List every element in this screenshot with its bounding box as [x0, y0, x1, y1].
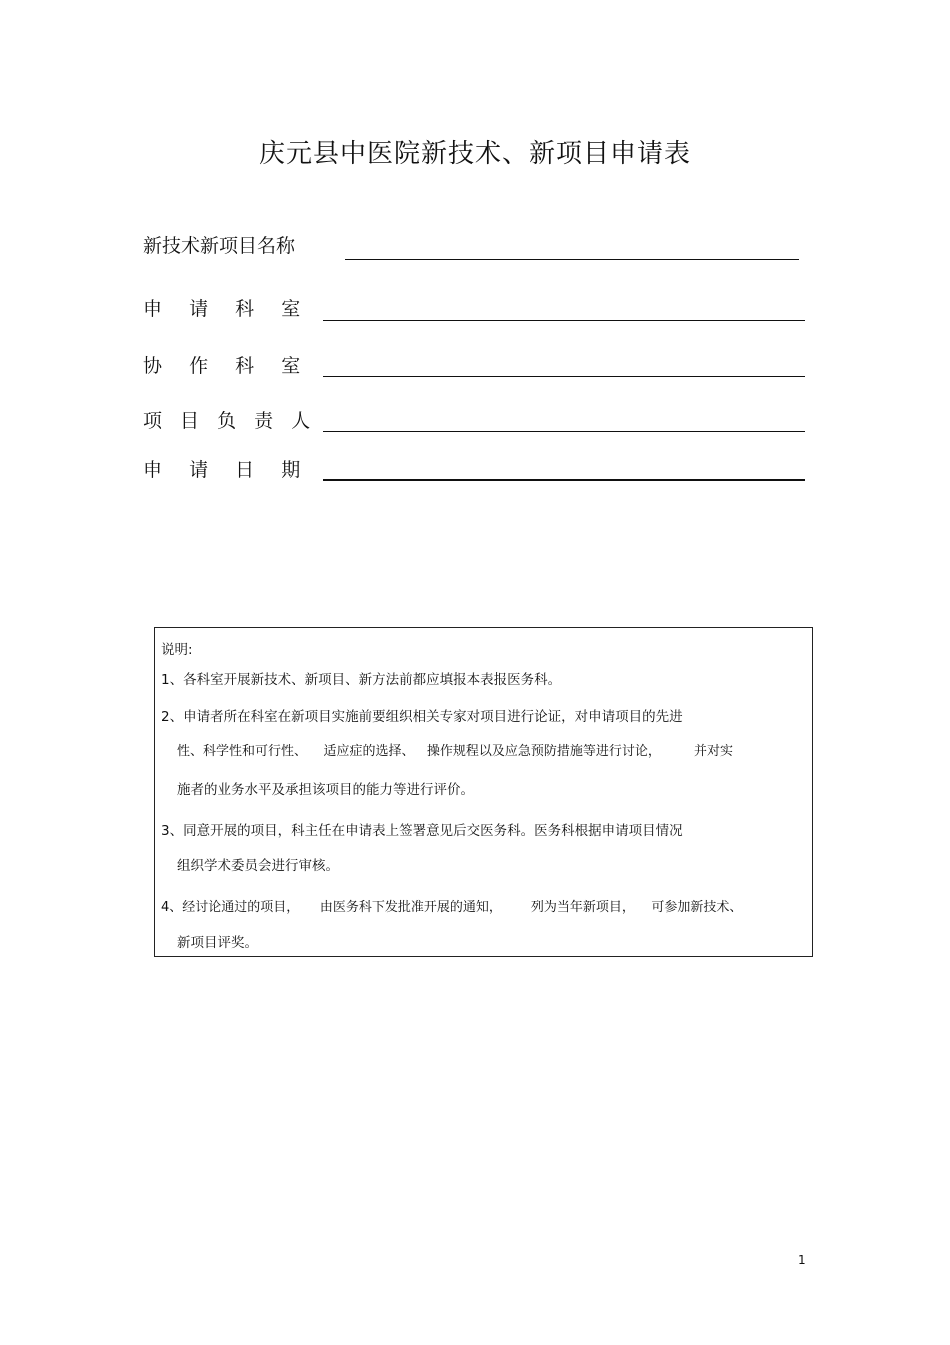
field-line-application-date[interactable] — [323, 479, 805, 481]
field-line-project-name[interactable] — [345, 259, 799, 260]
notes-line-1: 1、各科室开展新技术、新项目、新方法前都应填报本表报医务科。 — [161, 672, 562, 688]
field-label-applying-department: 申 请 科 室 — [143, 298, 306, 320]
notes-line-5: 3、同意开展的项目，科主任在申请表上签署意见后交医务科。医务科根据申请项目情况 — [161, 823, 683, 839]
notes-line-8: 新项目评奖。 — [177, 935, 258, 951]
notes-line-6: 组织学术委员会进行审核。 — [177, 858, 339, 874]
field-label-project-name: 新技术新项目名称 — [143, 235, 296, 257]
field-line-cooperating-department[interactable] — [323, 376, 805, 377]
notes-line-7: 4、经讨论通过的项目， 由医务科下发批准开展的通知， 列为当年新项目， 可参加新技术、 — [161, 900, 743, 915]
field-label-cooperating-department: 协 作 科 室 — [143, 355, 306, 377]
document-title: 庆元县中医院新技术、新项目申请表 — [258, 139, 691, 169]
notes-heading: 说明: — [161, 642, 193, 658]
page-number: 1 — [798, 1253, 806, 1267]
field-label-application-date: 申 请 日 期 — [143, 459, 306, 481]
field-label-project-leader: 项 目 负 责 人 — [143, 410, 317, 432]
field-line-applying-department[interactable] — [323, 320, 805, 321]
field-line-project-leader[interactable] — [323, 431, 805, 432]
notes-line-3: 性、科学性和可行性、 适应症的选择、 操作规程以及应急预防措施等进行讨论， 并对实 — [177, 744, 733, 759]
notes-line-4: 施者的业务水平及承担该项目的能力等进行评价。 — [177, 782, 474, 798]
notes-line-2: 2、申请者所在科室在新项目实施前要组织相关专家对项目进行论证，对申请项目的先进 — [161, 709, 683, 725]
